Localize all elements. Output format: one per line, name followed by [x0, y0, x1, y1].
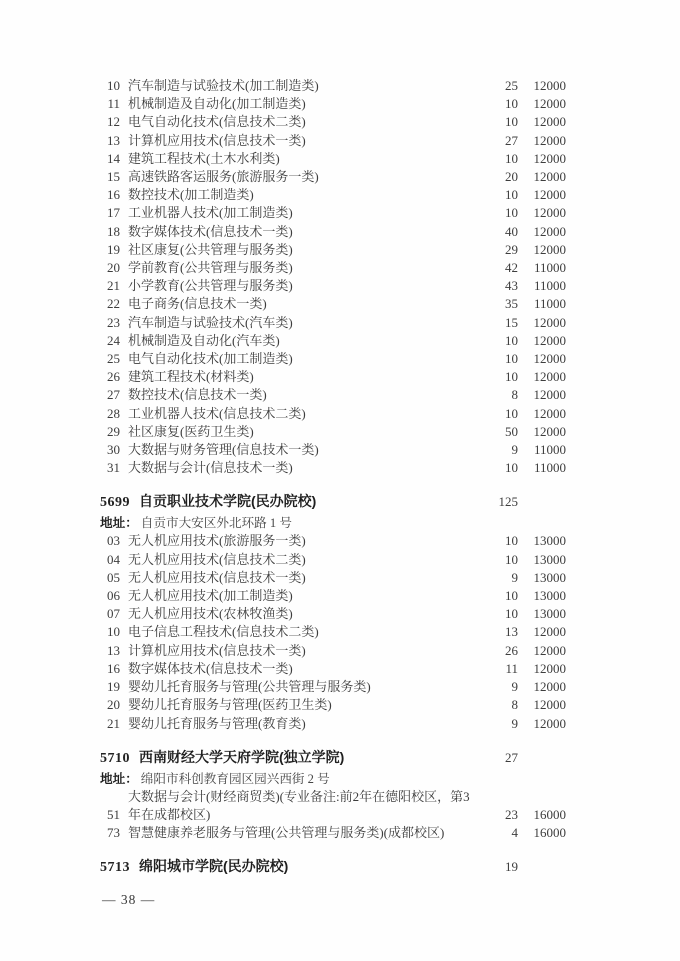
program-count: 10 — [505, 96, 518, 112]
program-row — [100, 715, 566, 733]
program-fee: 12000 — [533, 642, 566, 658]
program-no: 17 — [107, 205, 120, 221]
school-section — [100, 747, 566, 843]
program-fee: 12000 — [533, 96, 566, 112]
program-no: 26 — [107, 369, 120, 385]
program-name: 数字媒体技术(信息技术一类) — [128, 660, 293, 676]
page-footer — [102, 892, 155, 908]
program-count: 8 — [511, 387, 518, 403]
page-number: — 38 — — [102, 892, 156, 907]
school-section — [100, 491, 566, 732]
program-fee: 13000 — [533, 606, 566, 622]
school-total-count: 27 — [505, 749, 518, 765]
program-no: 03 — [107, 533, 120, 549]
program-count: 9 — [511, 715, 518, 731]
program-row — [100, 569, 566, 587]
program-row — [100, 587, 566, 605]
program-count: 27 — [505, 132, 518, 148]
program-fee: 12000 — [533, 423, 566, 439]
program-row — [100, 295, 566, 313]
program-row — [100, 368, 566, 386]
program-name: 无人机应用技术(农林牧渔类) — [128, 606, 293, 622]
school-header — [100, 856, 566, 878]
program-no: 51 — [107, 806, 120, 822]
program-row — [100, 532, 566, 550]
program-name: 汽车制造与试验技术(加工制造类) — [128, 78, 319, 93]
program-no: 19 — [107, 241, 120, 257]
program-count: 11 — [505, 660, 518, 676]
program-no: 16 — [107, 660, 120, 676]
program-name: 智慧健康养老服务与管理(公共管理与服务类)(成都校区) — [128, 825, 445, 841]
address-label: 地址： — [100, 771, 138, 786]
program-count: 10 — [505, 114, 518, 130]
program-fee: 12000 — [533, 205, 566, 221]
program-count: 10 — [505, 351, 518, 367]
program-row — [100, 441, 566, 459]
program-count: 35 — [505, 296, 518, 312]
program-name: 婴幼儿托育服务与管理(教育类) — [128, 715, 306, 731]
program-row — [100, 223, 566, 241]
program-count: 13 — [505, 624, 518, 640]
program-row — [100, 678, 566, 696]
school-section — [100, 77, 566, 477]
school-name: 绵阳城市学院(民办院校) — [139, 858, 289, 875]
program-fee: 12000 — [533, 241, 566, 257]
program-name: 小学教育(公共管理与服务类) — [128, 278, 293, 294]
program-fee: 11000 — [533, 260, 566, 276]
program-no: 10 — [107, 624, 120, 640]
program-count: 10 — [505, 405, 518, 421]
program-fee: 11000 — [533, 442, 566, 458]
program-count: 10 — [505, 551, 518, 567]
program-count: 10 — [505, 187, 518, 203]
program-name: 机械制造及自动化(汽车类) — [128, 332, 280, 348]
program-count: 25 — [505, 78, 518, 93]
program-no: 04 — [107, 551, 120, 567]
program-row — [100, 186, 566, 204]
program-fee: 13000 — [533, 551, 566, 567]
school-total-count: 125 — [498, 494, 518, 510]
school-code: 5710 — [100, 750, 130, 766]
program-name: 建筑工程技术(土木水利类) — [128, 150, 280, 166]
program-row — [100, 241, 566, 259]
program-name: 计算机应用技术(信息技术一类) — [128, 642, 306, 658]
program-name: 汽车制造与试验技术(汽车类) — [128, 314, 293, 330]
program-name: 数控技术(信息技术一类) — [128, 387, 267, 403]
school-address — [100, 770, 566, 788]
program-name: 学前教育(公共管理与服务类) — [128, 260, 293, 276]
program-fee: 13000 — [533, 588, 566, 604]
program-no: 28 — [107, 405, 120, 421]
address-value: 绵阳市科创教育园区园兴西街 2 号 — [140, 771, 330, 786]
program-fee: 12000 — [533, 223, 566, 239]
program-count: 10 — [505, 533, 518, 549]
program-no: 25 — [107, 351, 120, 367]
program-no: 20 — [107, 697, 120, 713]
program-no: 21 — [107, 278, 120, 294]
program-row — [100, 350, 566, 368]
program-no: 06 — [107, 588, 120, 604]
program-no: 05 — [107, 569, 120, 585]
program-row — [100, 259, 566, 277]
program-row — [100, 77, 566, 95]
program-name: 计算机应用技术(信息技术一类) — [128, 132, 306, 148]
program-no: 22 — [107, 296, 120, 312]
program-fee: 12000 — [533, 150, 566, 166]
program-fee: 12000 — [533, 624, 566, 640]
program-row — [100, 386, 566, 404]
program-count: 10 — [505, 150, 518, 166]
program-row — [100, 605, 566, 623]
program-row — [100, 405, 566, 423]
program-row — [100, 824, 566, 842]
program-count: 10 — [505, 332, 518, 348]
program-count: 9 — [511, 679, 518, 695]
program-no: 07 — [107, 606, 120, 622]
program-fee: 12000 — [533, 351, 566, 367]
program-row — [100, 150, 566, 168]
school-name: 西南财经大学天府学院(独立学院) — [139, 748, 345, 765]
program-no: 15 — [107, 169, 120, 185]
program-no: 14 — [107, 150, 120, 166]
program-no: 19 — [107, 679, 120, 695]
page-content — [100, 77, 566, 879]
program-count: 10 — [505, 606, 518, 622]
program-no: 27 — [107, 387, 120, 403]
school-total-count: 19 — [505, 859, 518, 875]
program-name: 高速铁路客运服务(旅游服务一类) — [128, 169, 319, 185]
program-count: 20 — [505, 169, 518, 185]
program-fee: 12000 — [533, 660, 566, 676]
program-rows — [100, 532, 566, 732]
program-count: 4 — [511, 825, 518, 841]
school-header — [100, 491, 566, 513]
program-fee: 12000 — [533, 132, 566, 148]
program-row — [100, 551, 566, 569]
program-no: 24 — [107, 332, 120, 348]
program-fee: 11000 — [533, 278, 566, 294]
program-row — [100, 314, 566, 332]
address-label: 地址： — [100, 516, 138, 531]
program-name: 无人机应用技术(加工制造类) — [128, 588, 293, 604]
program-no: 29 — [107, 423, 120, 439]
program-fee: 12000 — [533, 405, 566, 421]
program-count: 10 — [505, 205, 518, 221]
program-name: 数字媒体技术(信息技术一类) — [128, 223, 293, 239]
program-fee: 16000 — [533, 806, 566, 822]
school-name: 自贡职业技术学院(民办院校) — [139, 493, 317, 510]
program-name: 大数据与会计(信息技术一类) — [128, 460, 293, 476]
program-name: 无人机应用技术(信息技术二类) — [128, 551, 306, 567]
program-no: 16 — [107, 187, 120, 203]
program-fee: 12000 — [533, 187, 566, 203]
program-no: 11 — [107, 96, 120, 112]
program-name: 机械制造及自动化(加工制造类) — [128, 96, 306, 112]
program-row — [100, 168, 566, 186]
program-count: 23 — [505, 806, 518, 822]
program-fee: 12000 — [533, 332, 566, 348]
program-no: 21 — [107, 715, 120, 731]
program-count: 43 — [505, 278, 518, 294]
program-row — [100, 696, 566, 714]
program-name: 无人机应用技术(旅游服务一类) — [128, 533, 306, 549]
program-name: 电子商务(信息技术一类) — [128, 296, 267, 312]
program-row — [100, 423, 566, 441]
school-section — [100, 856, 566, 878]
program-name: 建筑工程技术(材料类) — [128, 369, 254, 385]
program-count: 10 — [505, 369, 518, 385]
program-name: 无人机应用技术(信息技术一类) — [128, 569, 306, 585]
program-count: 9 — [511, 442, 518, 458]
program-row — [100, 95, 566, 113]
program-count: 26 — [505, 642, 518, 658]
program-fee: 12000 — [533, 697, 566, 713]
program-row — [100, 660, 566, 678]
address-value: 自贡市大安区外北环路 1 号 — [140, 516, 292, 531]
program-name: 工业机器人技术(信息技术二类) — [128, 405, 306, 421]
program-fee: 12000 — [533, 715, 566, 731]
program-fee: 13000 — [533, 533, 566, 549]
program-name: 工业机器人技术(加工制造类) — [128, 205, 293, 221]
program-fee: 12000 — [533, 314, 566, 330]
program-no: 12 — [107, 114, 120, 130]
program-name: 婴幼儿托育服务与管理(公共管理与服务类) — [128, 679, 371, 695]
program-name: 社区康复(公共管理与服务类) — [128, 241, 293, 257]
program-no: 73 — [107, 825, 120, 841]
program-name: 婴幼儿托育服务与管理(医药卫生类) — [128, 697, 332, 713]
program-fee: 12000 — [533, 387, 566, 403]
program-name: 社区康复(医药卫生类) — [128, 423, 254, 439]
school-code: 5713 — [100, 860, 130, 876]
program-name: 电气自动化技术(加工制造类) — [128, 351, 293, 367]
program-name: 数控技术(加工制造类) — [128, 187, 254, 203]
program-fee: 16000 — [533, 825, 566, 841]
program-no: 20 — [107, 260, 120, 276]
program-no: 10 — [107, 78, 120, 93]
program-count: 10 — [505, 588, 518, 604]
program-rows — [100, 788, 566, 843]
program-rows — [100, 77, 566, 477]
program-row — [100, 459, 566, 477]
program-count: 50 — [505, 423, 518, 439]
program-name: 大数据与财务管理(信息技术一类) — [128, 442, 319, 458]
program-no: 13 — [107, 642, 120, 658]
program-count: 15 — [505, 314, 518, 330]
program-fee: 13000 — [533, 569, 566, 585]
program-count: 40 — [505, 223, 518, 239]
program-row — [100, 332, 566, 350]
program-name: 大数据与会计(财经商贸类)(专业备注:前2年在德阳校区，第3年在成都校区) — [128, 788, 470, 822]
program-row — [100, 623, 566, 641]
program-count: 42 — [505, 260, 518, 276]
program-name: 电子信息工程技术(信息技术二类) — [128, 624, 319, 640]
program-count: 8 — [511, 697, 518, 713]
program-count: 10 — [505, 460, 518, 476]
school-header — [100, 747, 566, 769]
program-no: 23 — [107, 314, 120, 330]
program-no: 18 — [107, 223, 120, 239]
program-row — [100, 132, 566, 150]
program-no: 13 — [107, 132, 120, 148]
program-row — [100, 277, 566, 295]
program-row — [100, 204, 566, 222]
program-no: 31 — [107, 460, 120, 476]
school-code: 5699 — [100, 495, 130, 511]
program-fee: 11000 — [533, 296, 566, 312]
program-no: 30 — [107, 442, 120, 458]
program-fee: 12000 — [533, 114, 566, 130]
program-fee: 12000 — [533, 78, 566, 93]
program-name: 电气自动化技术(信息技术二类) — [128, 114, 306, 130]
program-fee: 12000 — [533, 679, 566, 695]
program-row — [100, 788, 566, 824]
program-fee: 11000 — [533, 460, 566, 476]
program-count: 9 — [511, 569, 518, 585]
program-fee: 12000 — [533, 369, 566, 385]
program-count: 29 — [505, 241, 518, 257]
program-row — [100, 113, 566, 131]
school-address — [100, 514, 566, 532]
program-row — [100, 642, 566, 660]
program-fee: 12000 — [533, 169, 566, 185]
